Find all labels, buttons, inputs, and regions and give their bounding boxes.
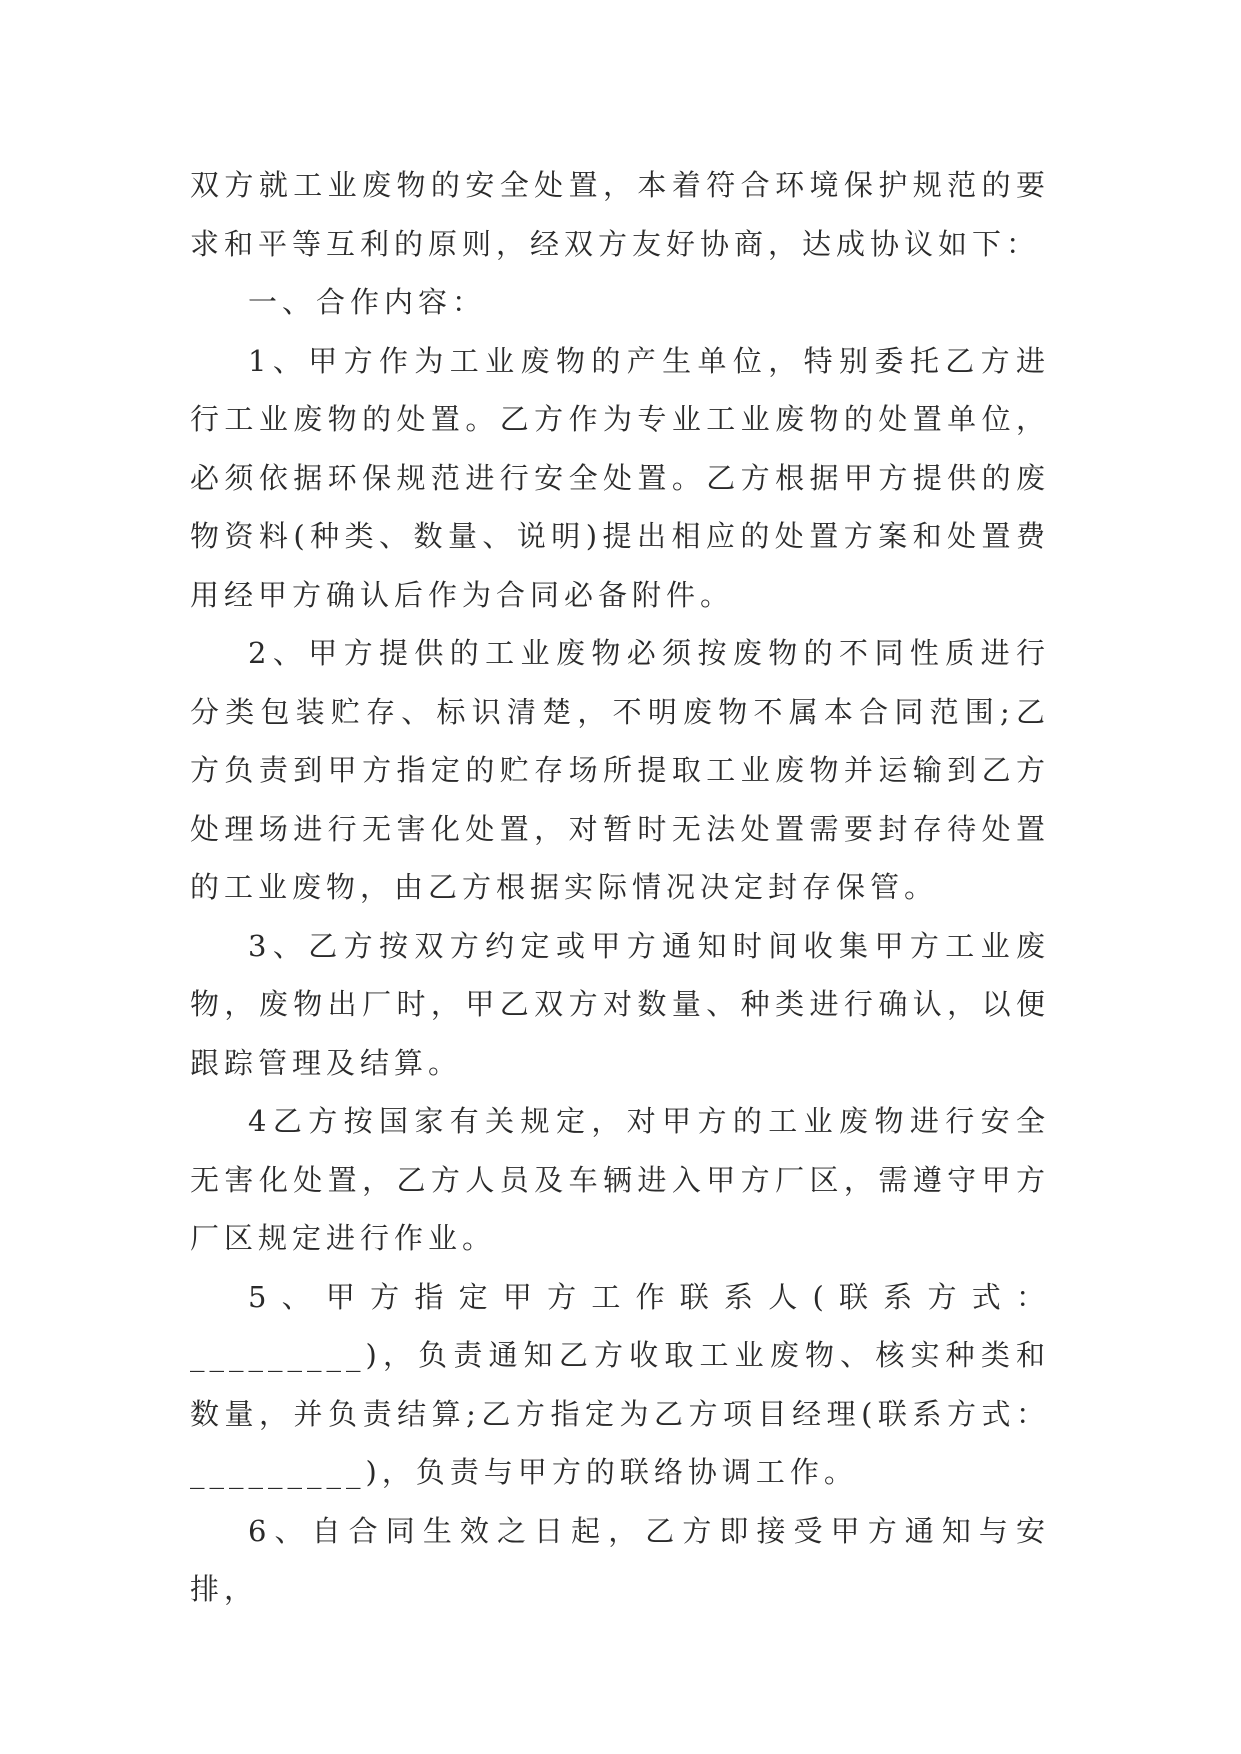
document-body [190,156,1050,1619]
clause-1: 1、甲方作为工业废物的产生单位，特别委托乙方进行工业废物的处置。乙方作为专业工业废物的处置单位，必须依据环保规范进行安全处置。乙方根据甲方提供的废物资料(种类、数量、说明)提出相应的处置方案和处置费用经甲方确认后作为合同必备附件。 [190,343,1050,612]
paragraph-intro: 双方就工业废物的安全处置，本着符合环境保护规范的要求和平等互利的原则，经双方友好协商，达成协议如下： [190,168,1050,261]
clause-5: 5、甲方指定甲方工作联系人(联系方式：_________)，负责通知乙方收取工业废物、核实种类和数量，并负责结算;乙方指定为乙方项目经理(联系方式：_________)，负责与甲方的联络协调工作。 [190,1279,1050,1489]
clause-3: 3、乙方按双方约定或甲方通知时间收集甲方工业废物，废物出厂时，甲乙双方对数量、种类进行确认，以便跟踪管理及结算。 [190,928,1050,1080]
clause-6: 6、自合同生效之日起，乙方即接受甲方通知与安排， [190,1513,1050,1606]
clause-4: 4乙方按国家有关规定，对甲方的工业废物进行安全无害化处置，乙方人员及车辆进入甲方厂区，需遵守甲方厂区规定进行作业。 [190,1104,1050,1255]
section-heading-cooperation: 一、合作内容： [248,285,487,319]
clause-2: 2、甲方提供的工业废物必须按废物的不同性质进行分类包装贮存、标识清楚，不明废物不属本合同范围;乙方负责到甲方指定的贮存场所提取工业废物并运输到乙方处理场进行无害化处置，对暂时无法处置需要封存待处置的工业废物，由乙方根据实际情况决定封存保管。 [190,636,1050,904]
